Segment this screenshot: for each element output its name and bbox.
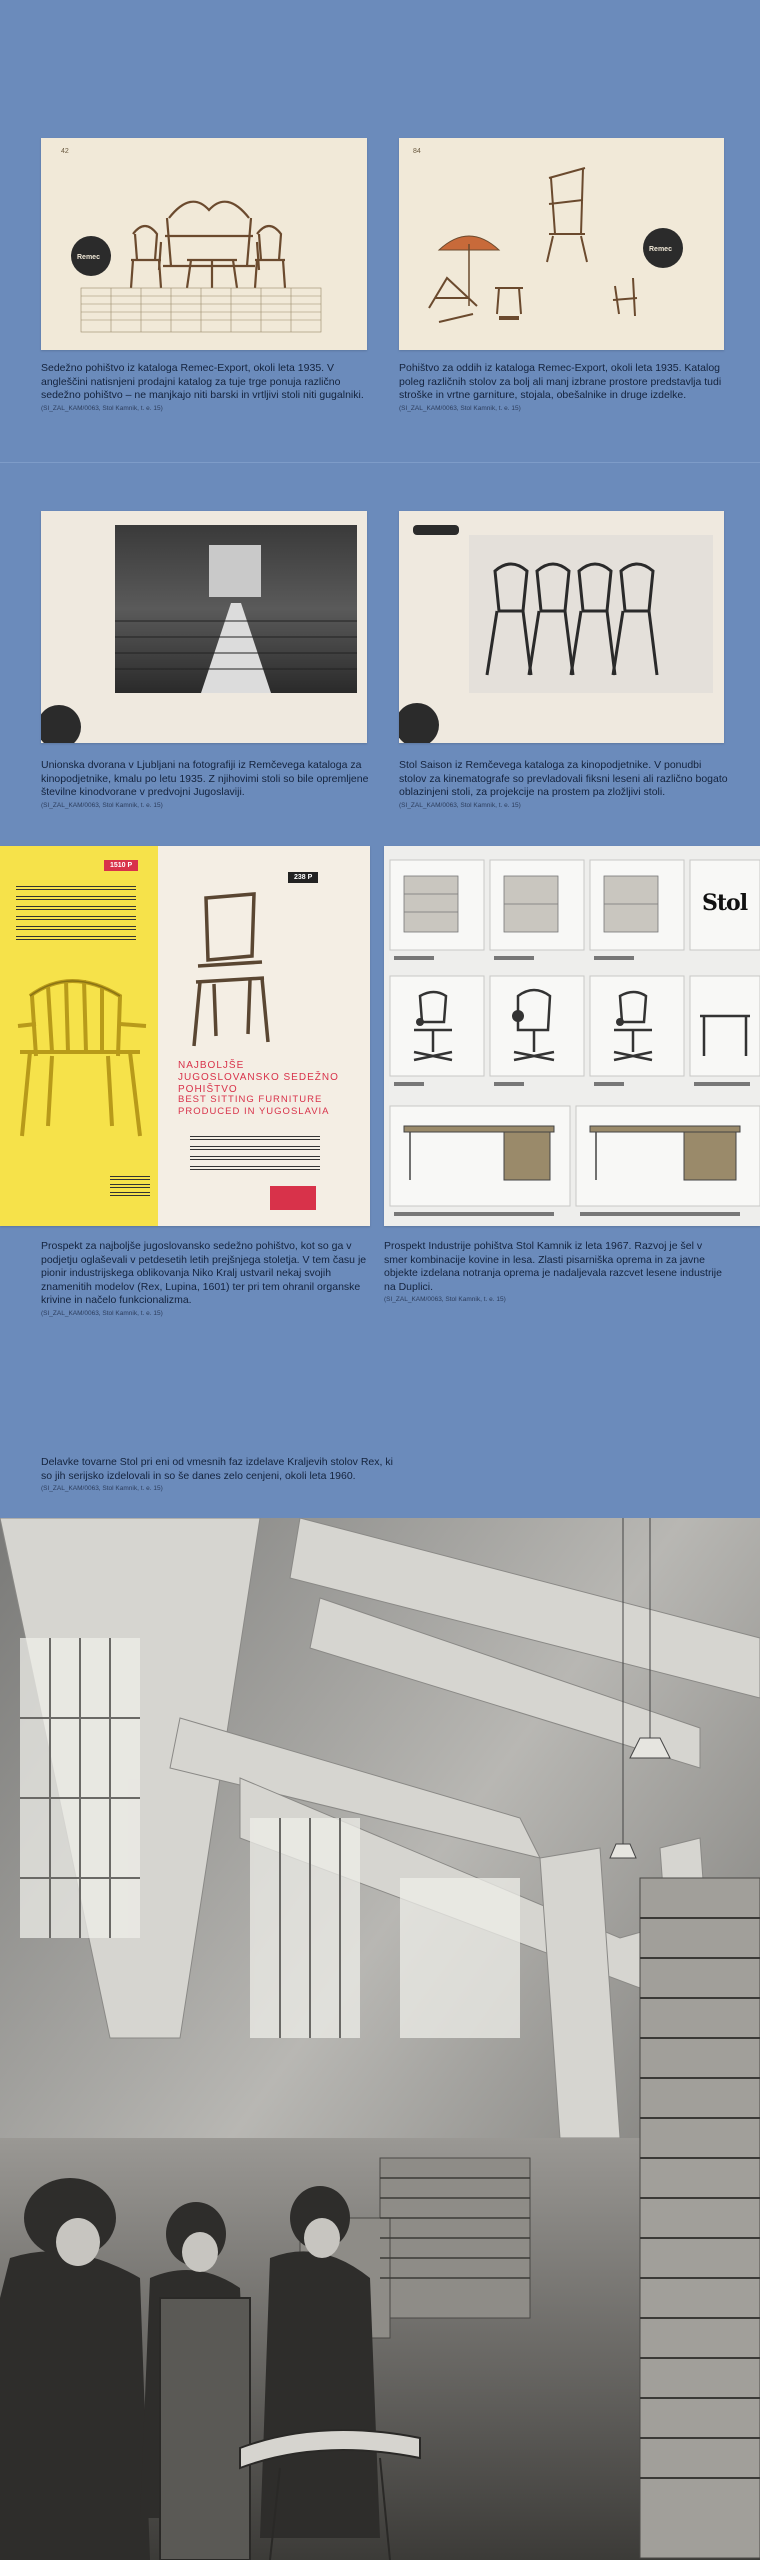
caption-text: Prospekt za najboljše jugoslovansko sedežno pohištvo, kot so ga v podjetju oglaševali v petdesetih letih prejšnjega stoletja. V tem času je pionir industrijskega oblikovanja Niko Kralj ustvaril nekaj svojih znamenitih modelov (Rex, Lupina, 1601) ter pri tem ohranil organske krivine in načelo funkcionalizma. [41, 1240, 367, 1306]
dimensions-badge [270, 1186, 316, 1210]
page-number: 42 [61, 148, 69, 155]
caption-union-hall [41, 759, 371, 810]
section-factory-workers [0, 1402, 760, 2560]
model-code-left: 1510 P [104, 860, 138, 871]
caption-reference: (SI_ZAL_KAM/0063, Stol Kamnik, t. e. 15) [41, 801, 163, 809]
caption-factory-workers [41, 1456, 401, 1493]
section-stol-brochures [0, 842, 760, 1402]
caption-saison-chair [399, 759, 729, 810]
factory-photo [0, 1518, 760, 2560]
catalog-page-saison-chair [399, 511, 724, 743]
caption-best-sitting-furniture [41, 1240, 381, 1318]
chairs-illustration [41, 138, 367, 350]
caption-text: Pohištvo za oddih iz kataloga Remec-Export, okoli leta 1935. Katalog poleg različnih stolov za bolj ali manj izbrane prostore predstavlja tudi stroške in vrtne garniture, stojala, obešalnike in druge izdelke. [399, 362, 722, 401]
caption-text: Delavke tovarne Stol pri eni od vmesnih faz izdelave Kraljevih stolov Rex, ki so jih serijsko izdelovali in so še danes zelo cenjeni, okoli leta 1960. [41, 1456, 393, 1482]
caption-reference: (SI_ZAL_KAM/0063, Stol Kamnik, t. e. 15) [399, 801, 521, 809]
saison-chairs-photo [399, 511, 724, 743]
catalog-page-union-hall [41, 511, 367, 743]
brochure-stol-1967 [384, 846, 760, 1226]
stol-logo: Stol [702, 890, 748, 916]
title-english: BEST SITTING FURNITURE PRODUCED IN YUGOSLAVIA [178, 1094, 330, 1117]
dimensions-left [110, 1176, 150, 1197]
caption-text: Unionska dvorana v Ljubljani na fotografiji iz Remčevega kataloga za kinopodjetnike, kmalu po letu 1935. Z njihovimi stoli so bile opremljene številne kinodvorane v predvojni Jugoslaviji. [41, 759, 369, 798]
page-number: 84 [413, 148, 421, 155]
section-cinema-catalog [0, 462, 760, 843]
feature-list-right [190, 1136, 320, 1176]
title-slovenian: NAJBOLJŠE JUGOSLOVANSKO SEDEŽNO POHIŠTVO [178, 1060, 339, 1095]
caption-text: Stol Saison iz Remčevega kataloga za kinopodjetnike. V ponudbi stolov za kinematografe so prevladovali fiksni leseni ali različno bogato oblazinjeni stoli, za projekcije na prostem pa zložljivi stoli. [399, 759, 728, 798]
caption-reference: (SI_ZAL_KAM/0063, Stol Kamnik, t. e. 15) [41, 404, 163, 412]
brochure-best-sitting-furniture [0, 846, 370, 1226]
section-remec-catalog [0, 0, 760, 462]
leisure-furniture-illustration [399, 138, 724, 350]
caption-reference: (SI_ZAL_KAM/0063, Stol Kamnik, t. e. 15) [399, 404, 521, 412]
brand-logo-text: Remec [649, 246, 672, 253]
union-hall-photo [41, 511, 367, 743]
catalog-page-leisure [399, 138, 724, 350]
caption-reference: (SI_ZAL_KAM/0063, Stol Kamnik, t. e. 15) [41, 1485, 163, 1492]
catalog-page-seating [41, 138, 367, 350]
caption-reference: (SI_ZAL_KAM/0063, Stol Kamnik, t. e. 15) [384, 1296, 506, 1303]
caption-seating [41, 362, 371, 413]
caption-stol-1967 [384, 1240, 724, 1304]
brand-logo-text: Remec [77, 254, 100, 261]
caption-reference: (SI_ZAL_KAM/0063, Stol Kamnik, t. e. 15) [41, 1309, 163, 1317]
model-code-right: 238 P [288, 872, 318, 883]
caption-leisure [399, 362, 729, 413]
caption-text: Prospekt Industrije pohištva Stol Kamnik iz leta 1967. Razvoj je šel v smer kombinacije kovine in lesa. Zlasti pisarniška oprema in za javne objekte izdelana notranja oprema je nadaljevala razcvet lesene industrije na Duplici. [384, 1240, 722, 1293]
caption-text: Sedežno pohištvo iz kataloga Remec-Export, okoli leta 1935. V angleščini natisnjeni prodajni katalog za tuje trge ponuja različno sedežno pohištvo – ne manjkajo niti barski in vrtljivi stoli niti gugalniki. [41, 362, 364, 401]
